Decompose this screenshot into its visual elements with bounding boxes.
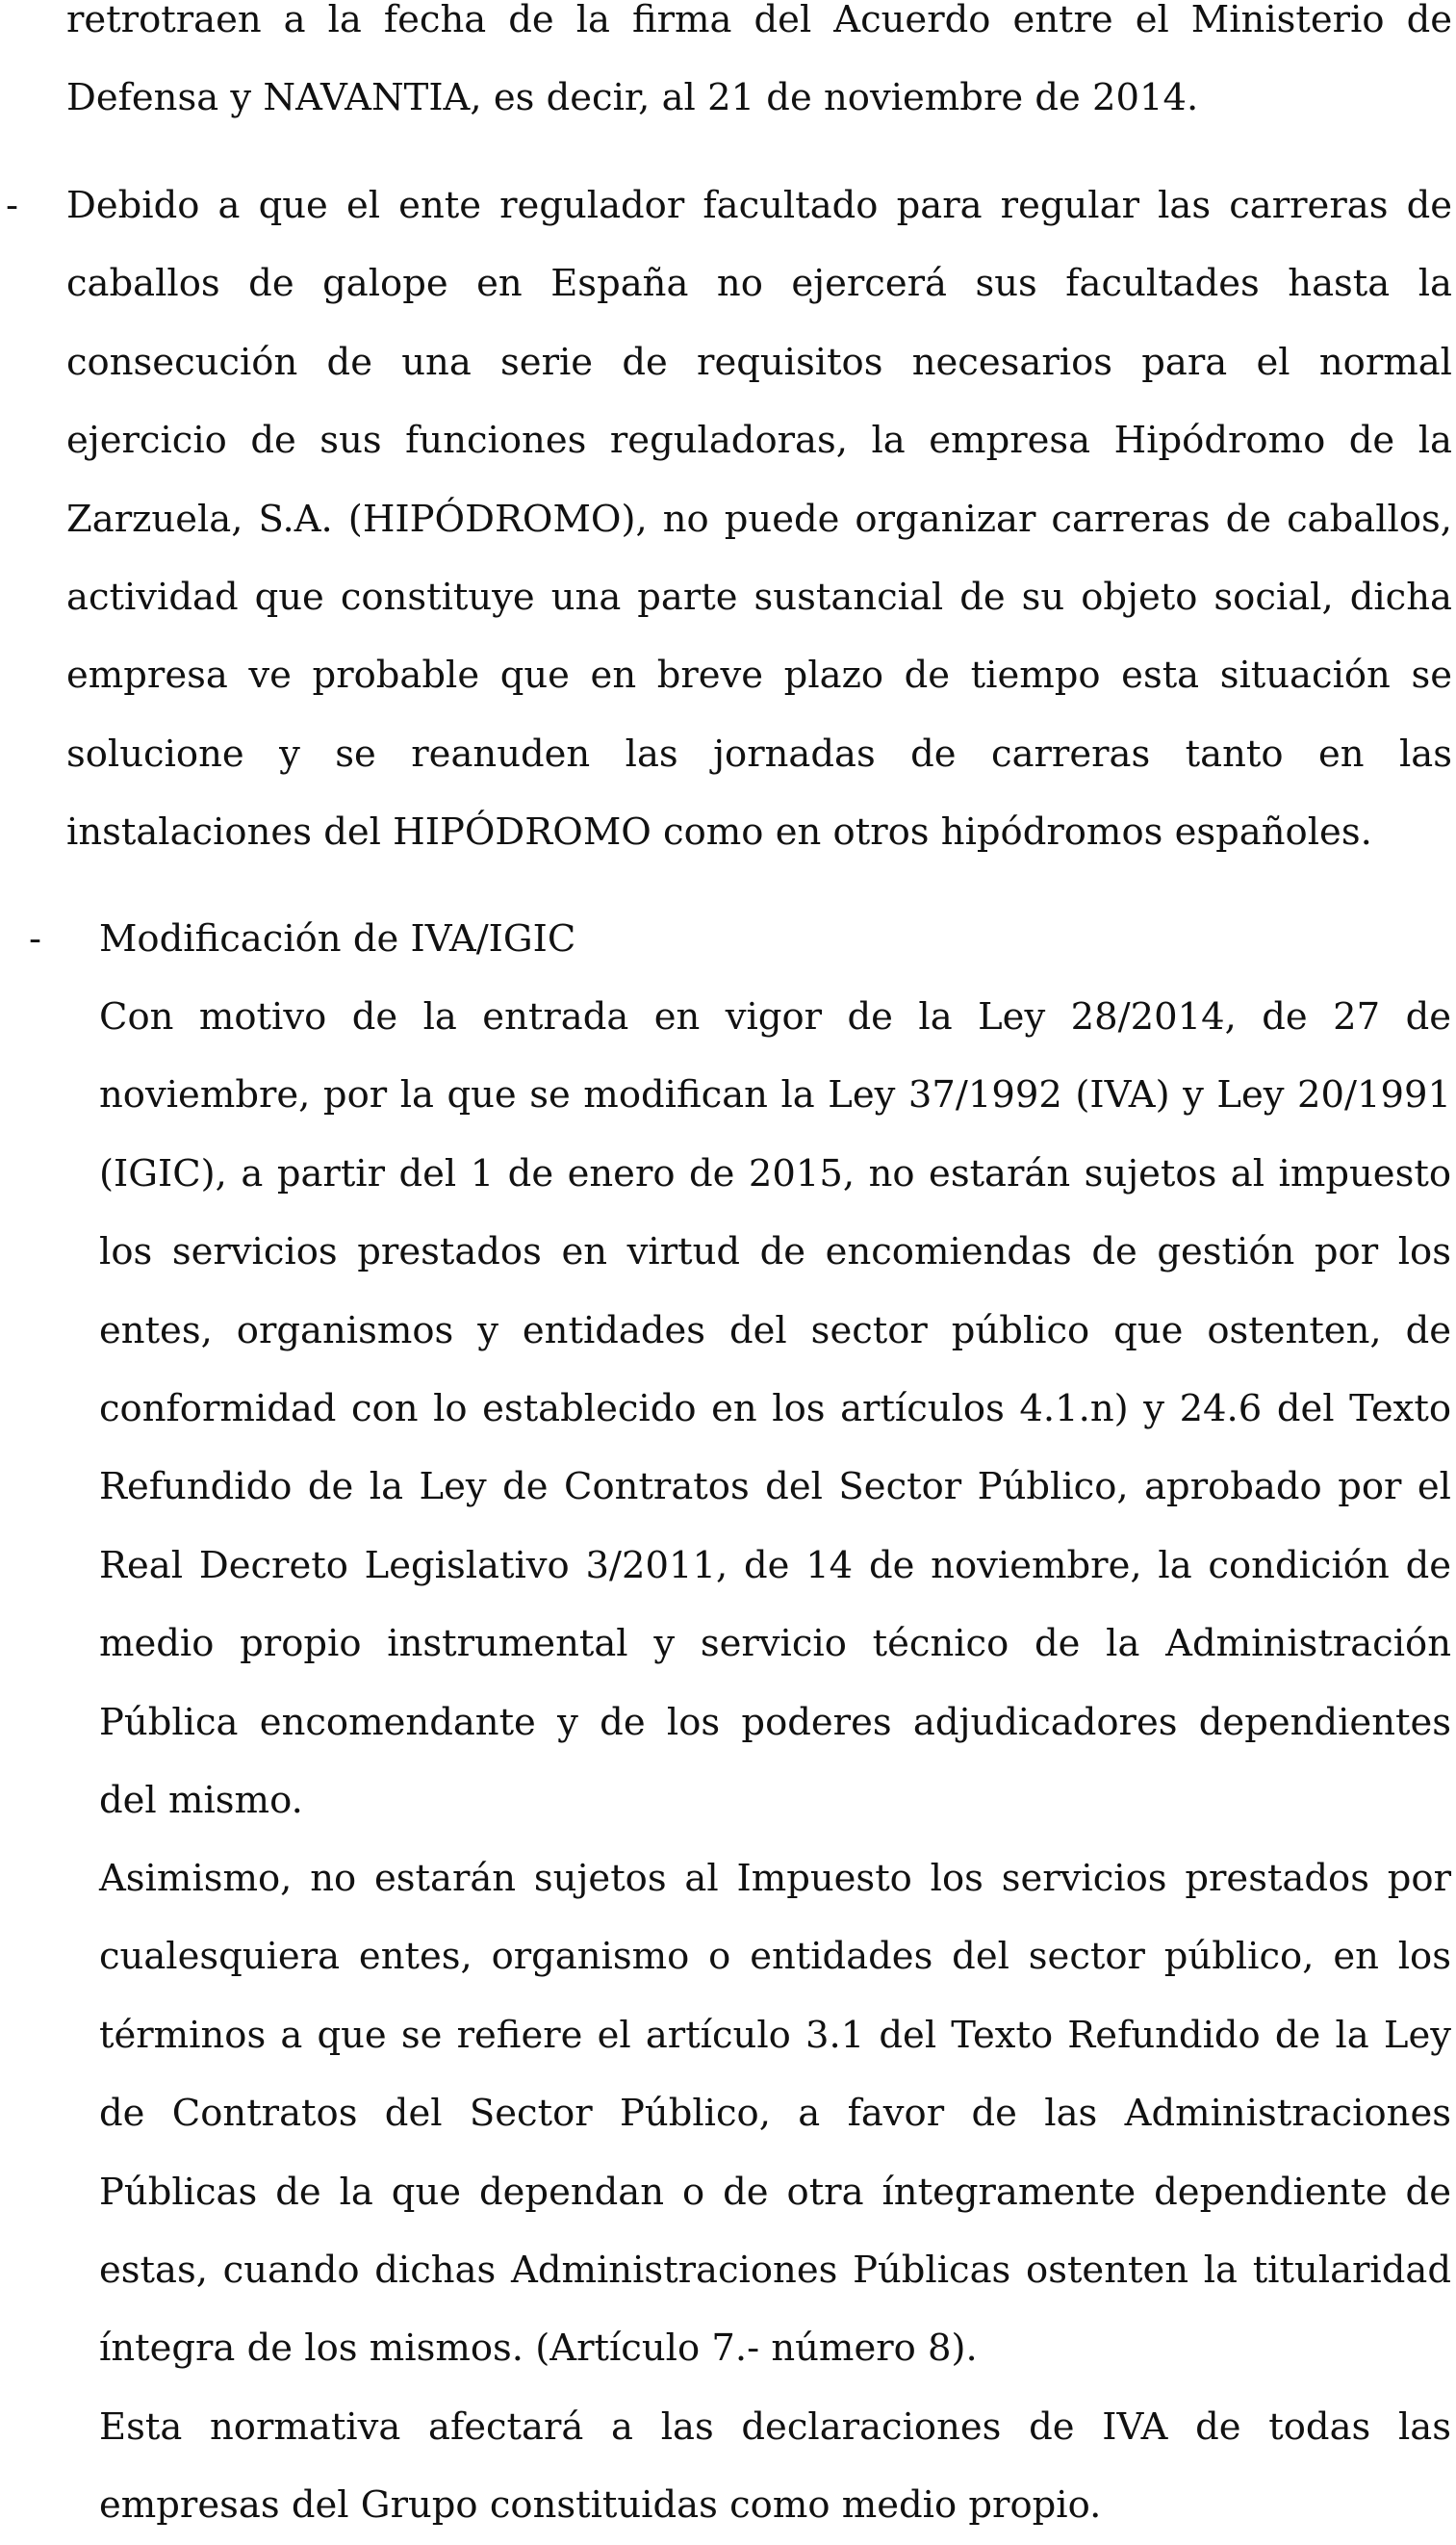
paragraph-normativa: Esta normativa afectará a las declaraciones de IVA de todas las empresas del Grupo constituidas como medio propio.	[99, 2405, 1451, 2528]
bullet-marker: -	[29, 917, 42, 961]
paragraph-asimismo: Asimismo, no estarán sujetos al Impuesto los servicios prestados por cualesquiera entes, organismo o entidades del sector público, en los términos a que se refiere el artículo 3.1 del Texto Refundido de la Ley de Contratos del Sector Público, a favor de las Administraciones Públicas de la que dependan o de otra íntegramente dependiente de estas, cuando dichas Administraciones Públicas ostenten la titularidad íntegra de los mismos. (Artículo 7.- número 8).	[99, 1857, 1451, 2371]
bullet-marker: -	[6, 184, 19, 227]
bullet-paragraph-hipodromo: Debido a que el ente regulador facultado para regular las carreras de caballos de galope en España no ejercerá sus facultades hasta la consecución de una serie de requisitos necesarios para el normal ejercicio de sus funciones reguladoras, la empresa Hipódromo de la Zarzuela, S.A. (HIPÓDROMO), no puede organizar carreras de caballos, actividad que constituye una parte sustancial de su objeto social, dicha empresa ve probable que en breve plazo de tiempo esta situación se solucione y se reanuden las jornadas de carreras tanto en las instalaciones del HIPÓDROMO como en otros hipódromos españoles.	[66, 184, 1452, 855]
bullet-heading-iva-igic: Modificación de IVA/IGIC	[99, 917, 576, 961]
paragraph-ley-28-2014: Con motivo de la entrada en vigor de la Ley 28/2014, de 27 de noviembre, por la que se modifican la Ley 37/1992 (IVA) y Ley 20/1991 (IGIC), a partir del 1 de enero de 2015, no estarán sujetos al impuesto los servicios prestados en virtud de encomiendas de gestión por los entes, organismos y entidades del sector público que ostenten, de conformidad con lo establecido en los artículos 4.1.n) y 24.6 del Texto Refundido de la Ley de Contratos del Sector Público, aprobado por el Real Decreto Legislativo 3/2011, de 14 de noviembre, la condición de medio propio instrumental y servicio técnico de la Administración Pública encomendante y de los poderes adjudicadores dependientes del mismo.	[99, 995, 1451, 1823]
intro-paragraph: retrotraen a la fecha de la firma del Acuerdo entre el Ministerio de Defensa y NAVANTIA, es decir, al 21 de noviembre de 2014.	[66, 0, 1452, 120]
